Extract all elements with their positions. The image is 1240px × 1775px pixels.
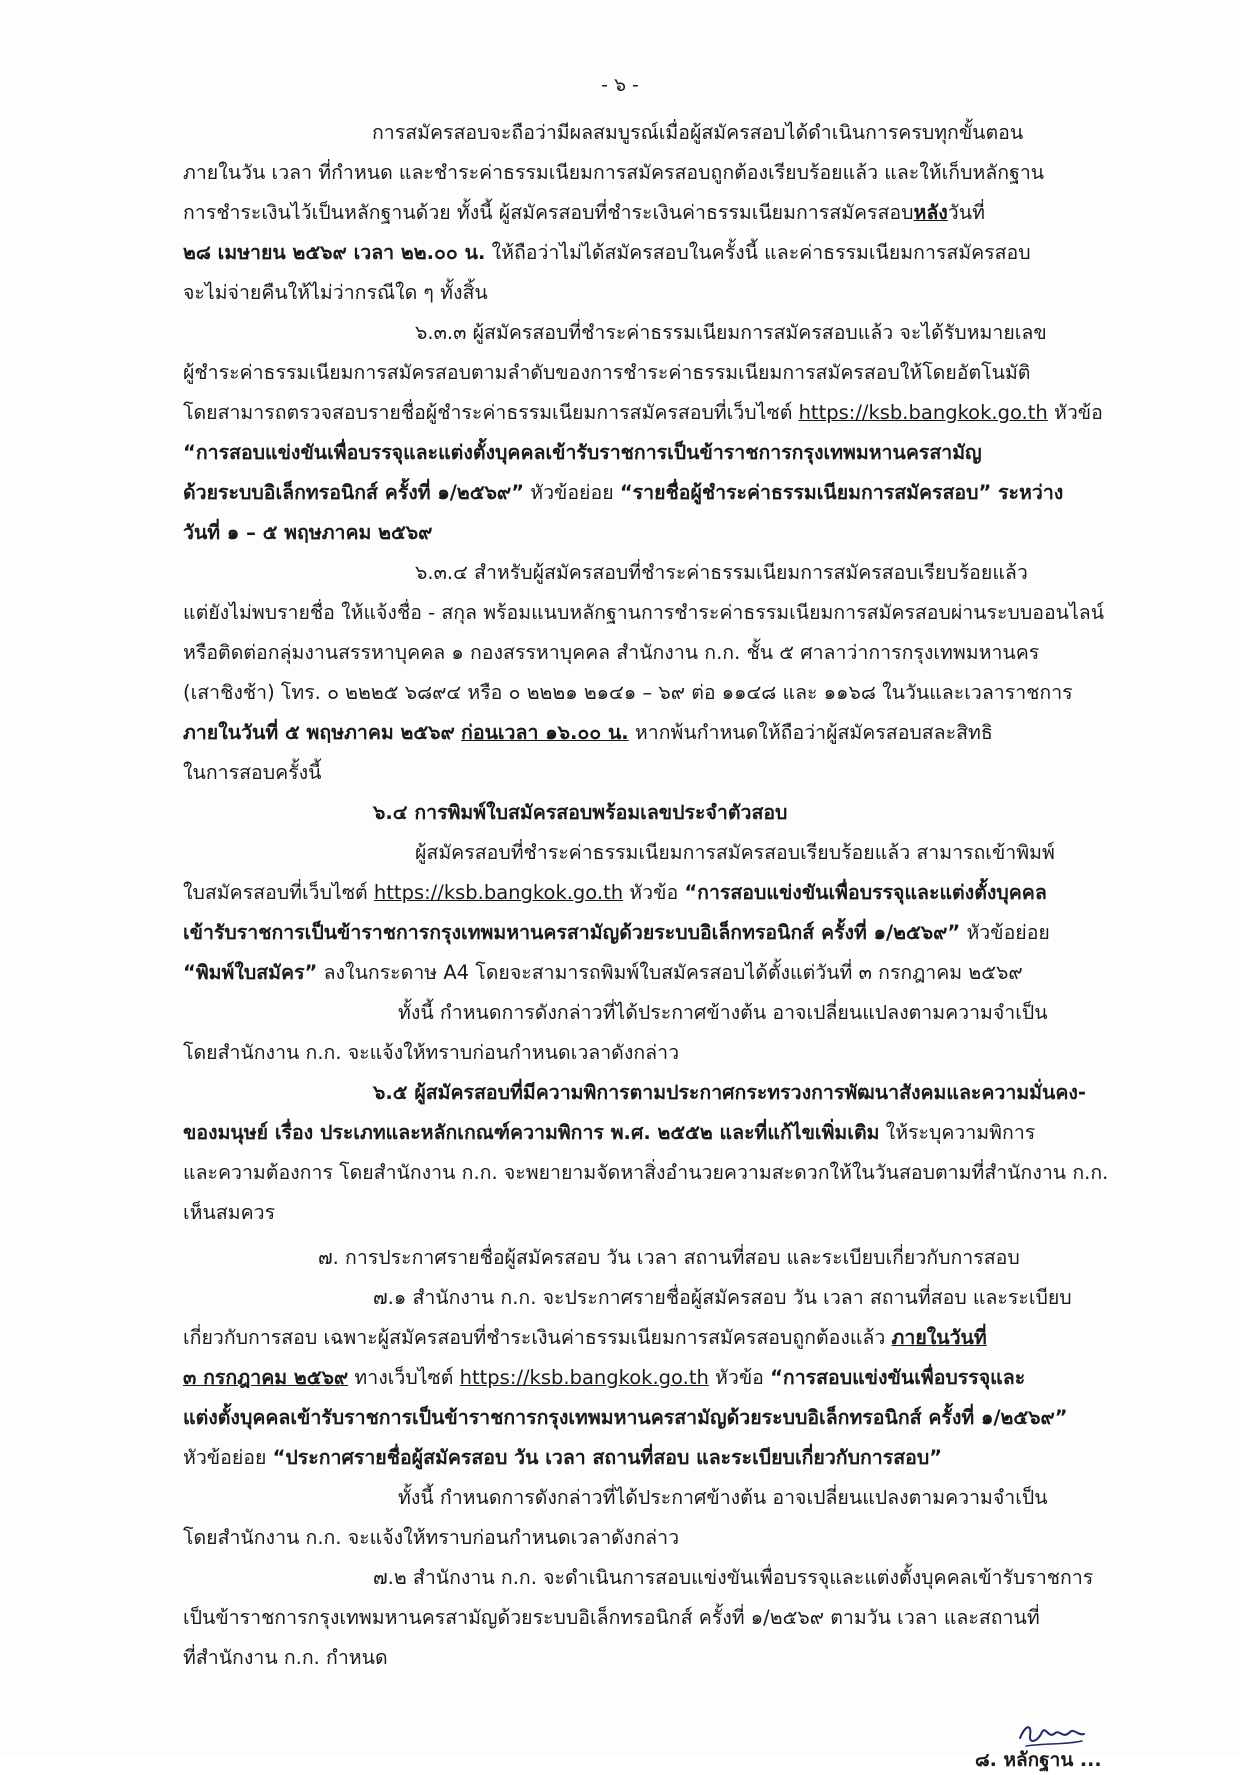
- para-line: ทั้งนี้ กำหนดการดังกล่าวที่ได้ประกาศข้างต้น อาจเปลี่ยนแปลงตามความจำเป็น: [398, 1001, 1048, 1024]
- para-line: โดยสำนักงาน ก.ก. จะแจ้งให้ทราบก่อนกำหนดเวลาดังกล่าว: [183, 1526, 680, 1549]
- para-line: โดยสำนักงาน ก.ก. จะแจ้งให้ทราบก่อนกำหนดเวลาดังกล่าว: [183, 1041, 680, 1064]
- para-line: แต่งตั้งบุคคลเข้ารับราชการเป็นข้าราชการกรุงเทพมหานครสามัญด้วยระบบอิเล็กทรอนิกส์ ครั้งที่ ๑/๒๕๖๙”: [183, 1406, 1068, 1429]
- para-line: (เสาชิงช้า) โทร. ๐ ๒๒๒๕ ๖๘๙๔ หรือ ๐ ๒๒๒๑ ๒๑๔๑ – ๖๙ ต่อ ๑๑๔๘ และ ๑๑๖๘ ในวันและเวลาราชการ: [183, 681, 1073, 704]
- para-line: ใบสมัครสอบที่เว็บไซต์ https://ksb.bangkok.go.th หัวข้อ “การสอบแข่งขันเพื่อบรรจุและแต่งตั้งบุคคล: [183, 881, 1047, 904]
- para-line: ภายในวัน เวลา ที่กำหนด และชำระค่าธรรมเนียมการสมัครสอบถูกต้องเรียบร้อยแล้ว และให้เก็บหลักฐาน: [183, 161, 1045, 184]
- para-line: เป็นข้าราชการกรุงเทพมหานครสามัญด้วยระบบอิเล็กทรอนิกส์ ครั้งที่ ๑/๒๕๖๙ ตามวัน เวลา และสถานที่: [183, 1606, 1040, 1629]
- para-line: ๓ กรกฎาคม ๒๕๖๙ ทางเว็บไซต์ https://ksb.bangkok.go.th หัวข้อ “การสอบแข่งขันเพื่อบรรจุและ: [183, 1366, 1026, 1389]
- para-line: เข้ารับราชการเป็นข้าราชการกรุงเทพมหานครสามัญด้วยระบบอิเล็กทรอนิกส์ ครั้งที่ ๑/๒๕๖๙” หัวข้อย่อย: [183, 921, 1050, 944]
- para-line: โดยสามารถตรวจสอบรายชื่อผู้ชำระค่าธรรมเนียมการสมัครสอบที่เว็บไซต์ https://ksb.bangkok.go.th หัวข้อ: [183, 401, 1103, 424]
- para-line: ภายในวันที่ ๕ พฤษภาคม ๒๕๖๙ ก่อนเวลา ๑๖.๐๐ น. หากพ้นกำหนดให้ถือว่าผู้สมัครสอบสละสิทธิ: [183, 721, 993, 744]
- footer-next-section: ๘. หลักฐาน ...: [975, 1749, 1102, 1771]
- para-line: ผู้สมัครสอบที่ชำระค่าธรรมเนียมการสมัครสอบเรียบร้อยแล้ว สามารถเข้าพิมพ์: [415, 841, 1055, 864]
- page-number: - ๖ -: [601, 74, 639, 96]
- section-heading-7: ๗. การประกาศรายชื่อผู้สมัครสอบ วัน เวลา สถานที่สอบ และระเบียบเกี่ยวกับการสอบ: [318, 1246, 1020, 1269]
- para-line: การชำระเงินไว้เป็นหลักฐานด้วย ทั้งนี้ ผู้สมัครสอบที่ชำระเงินค่าธรรมเนียมการสมัครสอบหลังวันที่: [183, 201, 985, 224]
- para-line: ผู้ชำระค่าธรรมเนียมการสมัครสอบตามลำดับของการชำระค่าธรรมเนียมการสมัครสอบให้โดยอัตโนมัติ: [183, 361, 1031, 384]
- para-line: หรือติดต่อกลุ่มงานสรรหาบุคคล ๑ กองสรรหาบุคคล สำนักงาน ก.ก. ชั้น ๕ ศาลาว่าการกรุงเทพมหานคร: [183, 641, 1040, 664]
- section-heading-6-4: ๖.๔ การพิมพ์ใบสมัครสอบพร้อมเลขประจำตัวสอบ: [373, 801, 788, 824]
- clause-6-3-3: ๖.๓.๓ ผู้สมัครสอบที่ชำระค่าธรรมเนียมการสมัครสอบแล้ว จะได้รับหมายเลข: [415, 321, 1047, 344]
- para-line: เกี่ยวกับการสอบ เฉพาะผู้สมัครสอบที่ชำระเงินค่าธรรมเนียมการสมัครสอบถูกต้องแล้ว ภายในวันที่: [183, 1326, 987, 1349]
- website-link[interactable]: https://ksb.bangkok.go.th: [798, 401, 1048, 424]
- website-link[interactable]: https://ksb.bangkok.go.th: [459, 1366, 709, 1389]
- para-line: จะไม่จ่ายคืนให้ไม่ว่ากรณีใด ๆ ทั้งสิ้น: [183, 281, 488, 304]
- clause-7-1: ๗.๑ สำนักงาน ก.ก. จะประกาศรายชื่อผู้สมัครสอบ วัน เวลา สถานที่สอบ และระเบียบ: [373, 1286, 1072, 1309]
- para-line: วันที่ ๑ – ๕ พฤษภาคม ๒๕๖๙: [183, 521, 433, 544]
- para-line: ทั้งนี้ กำหนดการดังกล่าวที่ได้ประกาศข้างต้น อาจเปลี่ยนแปลงตามความจำเป็น: [398, 1486, 1048, 1509]
- para-line: ของมนุษย์ เรื่อง ประเภทและหลักเกณฑ์ความพิการ พ.ศ. ๒๕๕๒ และที่แก้ไขเพิ่มเติม ให้ระบุความพิการ: [183, 1121, 1036, 1144]
- para-line: “การสอบแข่งขันเพื่อบรรจุและแต่งตั้งบุคคลเข้ารับราชการเป็นข้าราชการกรุงเทพมหานครสามัญ: [183, 441, 982, 464]
- clause-7-2: ๗.๒ สำนักงาน ก.ก. จะดำเนินการสอบแข่งขันเพื่อบรรจุและแต่งตั้งบุคคลเข้ารับราชการ: [373, 1566, 1094, 1589]
- section-heading-6-5: ๖.๕ ผู้สมัครสอบที่มีความพิการตามประกาศกระทรวงการพัฒนาสังคมและความมั่นคง-: [373, 1081, 1087, 1104]
- para-line: ด้วยระบบอิเล็กทรอนิกส์ ครั้งที่ ๑/๒๕๖๙” หัวข้อย่อย “รายชื่อผู้ชำระค่าธรรมเนียมการสมัครสอบ” ระหว่าง: [183, 481, 1064, 504]
- para-line: เห็นสมควร: [183, 1201, 276, 1224]
- clause-6-3-4: ๖.๓.๔ สำหรับผู้สมัครสอบที่ชำระค่าธรรมเนียมการสมัครสอบเรียบร้อยแล้ว: [415, 561, 1028, 584]
- para-line: การสมัครสอบจะถือว่ามีผลสมบูรณ์เมื่อผู้สมัครสอบได้ดำเนินการครบทุกขั้นตอน: [372, 121, 1024, 144]
- para-line: หัวข้อย่อย “ประกาศรายชื่อผู้สมัครสอบ วัน เวลา สถานที่สอบ และระเบียบเกี่ยวกับการสอบ”: [183, 1446, 943, 1469]
- para-line: “พิมพ์ใบสมัคร” ลงในกระดาษ A4 โดยจะสามารถพิมพ์ใบสมัครสอบได้ตั้งแต่วันที่ ๓ กรกฎาคม ๒๕๖๙: [183, 961, 1023, 984]
- website-link[interactable]: https://ksb.bangkok.go.th: [373, 881, 624, 904]
- para-line: และความต้องการ โดยสำนักงาน ก.ก. จะพยายามจัดหาสิ่งอำนวยความสะดวกให้ในวันสอบตามที่สำนักงาน ก.ก.: [183, 1161, 1109, 1184]
- para-line: ๒๘ เมษายน ๒๕๖๙ เวลา ๒๒.๐๐ น. ให้ถือว่าไม่ได้สมัครสอบในครั้งนี้ และค่าธรรมเนียมการสมัครสอบ: [183, 241, 1031, 264]
- para-line: แต่ยังไม่พบรายชื่อ ให้แจ้งชื่อ - สกุล พร้อมแนบหลักฐานการชำระค่าธรรมเนียมการสมัครสอบผ่านระบบออนไลน์: [183, 601, 1105, 624]
- para-line: ที่สำนักงาน ก.ก. กำหนด: [183, 1646, 388, 1669]
- para-line: ในการสอบครั้งนี้: [183, 761, 322, 784]
